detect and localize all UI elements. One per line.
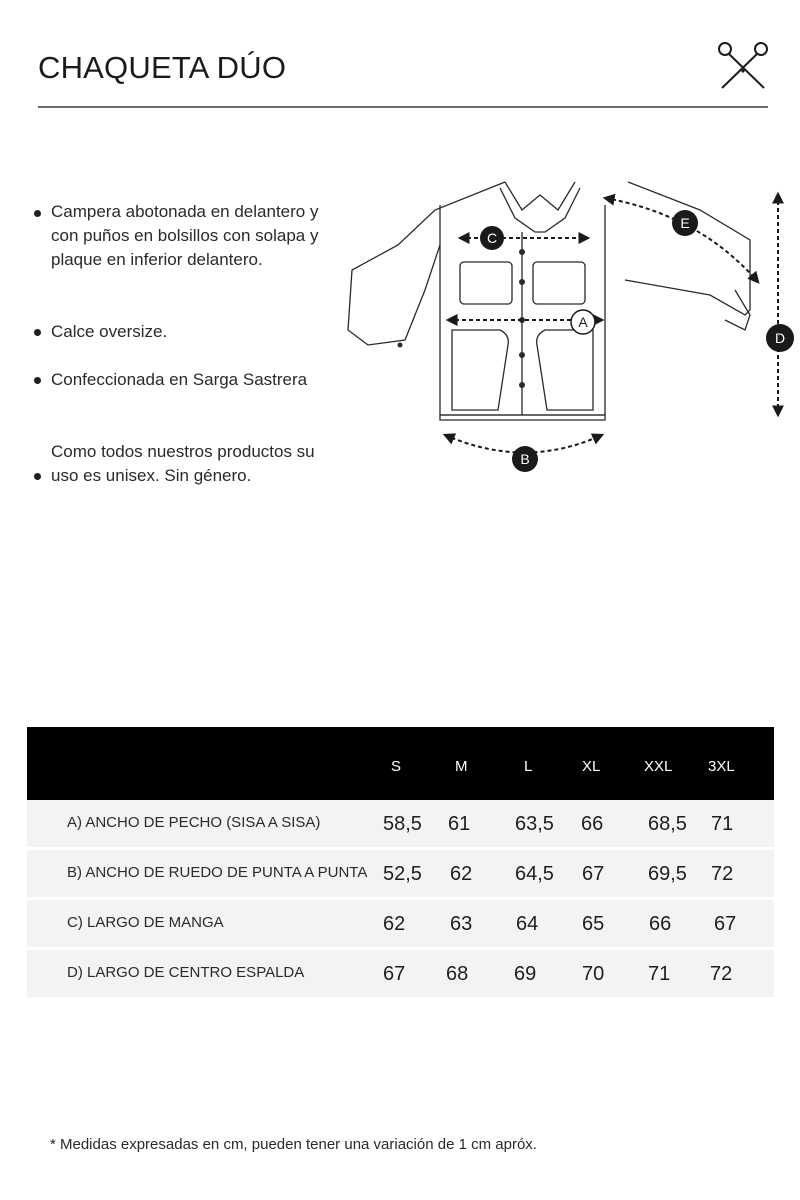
cell-value: 62 <box>383 913 406 935</box>
cell-value: 72 <box>711 863 734 885</box>
table-row <box>27 850 774 900</box>
marker-e <box>672 210 698 236</box>
row-label: C) LARGO DE MANGA <box>67 914 224 931</box>
size-header-s: S <box>391 758 402 775</box>
bullet-icon <box>34 473 41 480</box>
feature-text: Confeccionada en Sarga Sastrera <box>51 370 308 389</box>
bullet-icon <box>34 377 41 384</box>
cell-value: 67 <box>714 913 737 935</box>
row-label: D) LARGO DE CENTRO ESPALDA <box>67 964 305 981</box>
page-title: CHAQUETA DÚO <box>38 50 287 85</box>
table-row <box>27 950 774 1000</box>
jacket-buttons <box>398 249 526 388</box>
cell-value: 64,5 <box>515 863 554 885</box>
svg-text:A: A <box>578 314 588 330</box>
cell-value: 66 <box>581 813 604 835</box>
scissors-icon <box>714 40 772 92</box>
feature-text: Campera abotonada en delantero y con puños en bolsillos con solapa y plaque en inferior delantero. <box>51 202 319 269</box>
svg-text:B: B <box>520 451 530 467</box>
cell-value: 58,5 <box>383 813 422 835</box>
bullet-icon <box>34 210 41 217</box>
cell-value: 68 <box>446 963 469 985</box>
feature-text: Como todos nuestros productos su uso es unisex. Sin género. <box>51 442 315 485</box>
size-header-3xl: 3XL <box>708 758 735 775</box>
size-header-xl: XL <box>582 758 601 775</box>
size-header-l: L <box>524 758 533 775</box>
cell-value: 72 <box>710 963 733 985</box>
cell-value: 67 <box>582 863 605 885</box>
cell-value: 66 <box>649 913 672 935</box>
cell-value: 65 <box>582 913 605 935</box>
size-header-xxl: XXL <box>644 758 673 775</box>
size-table-header <box>27 727 774 800</box>
header-divider <box>38 106 768 108</box>
size-table <box>27 727 774 1000</box>
bullet-icon <box>34 329 41 336</box>
svg-text:E: E <box>680 215 690 231</box>
marker-d <box>766 324 794 352</box>
cell-value: 70 <box>582 963 605 985</box>
row-label: A) ANCHO DE PECHO (SISA A SISA) <box>67 814 321 831</box>
cell-value: 61 <box>448 813 471 835</box>
feature-text: Calce oversize. <box>51 322 168 341</box>
cell-value: 69 <box>514 963 537 985</box>
table-row <box>27 800 774 850</box>
jacket-measurement-diagram <box>340 170 800 480</box>
marker-c <box>480 226 504 250</box>
cell-value: 62 <box>450 863 473 885</box>
marker-a <box>571 310 595 334</box>
row-label: B) ANCHO DE RUEDO DE PUNTA A PUNTA <box>67 864 368 881</box>
cell-value: 64 <box>516 913 539 935</box>
cell-value: 71 <box>711 813 734 835</box>
size-header-m: M <box>455 758 468 775</box>
cell-value: 71 <box>648 963 671 985</box>
cell-value: 67 <box>383 963 406 985</box>
svg-text:C: C <box>486 230 498 246</box>
svg-text:D: D <box>774 330 786 346</box>
cell-value: 52,5 <box>383 863 422 885</box>
cell-value: 63 <box>450 913 473 935</box>
table-row <box>27 900 774 950</box>
cell-value: 63,5 <box>515 813 554 835</box>
footnote: * Medidas expresadas en cm, pueden tener una variación de 1 cm apróx. <box>50 1136 537 1153</box>
marker-b <box>512 446 538 472</box>
cell-value: 68,5 <box>648 813 687 835</box>
cell-value: 69,5 <box>648 863 687 885</box>
